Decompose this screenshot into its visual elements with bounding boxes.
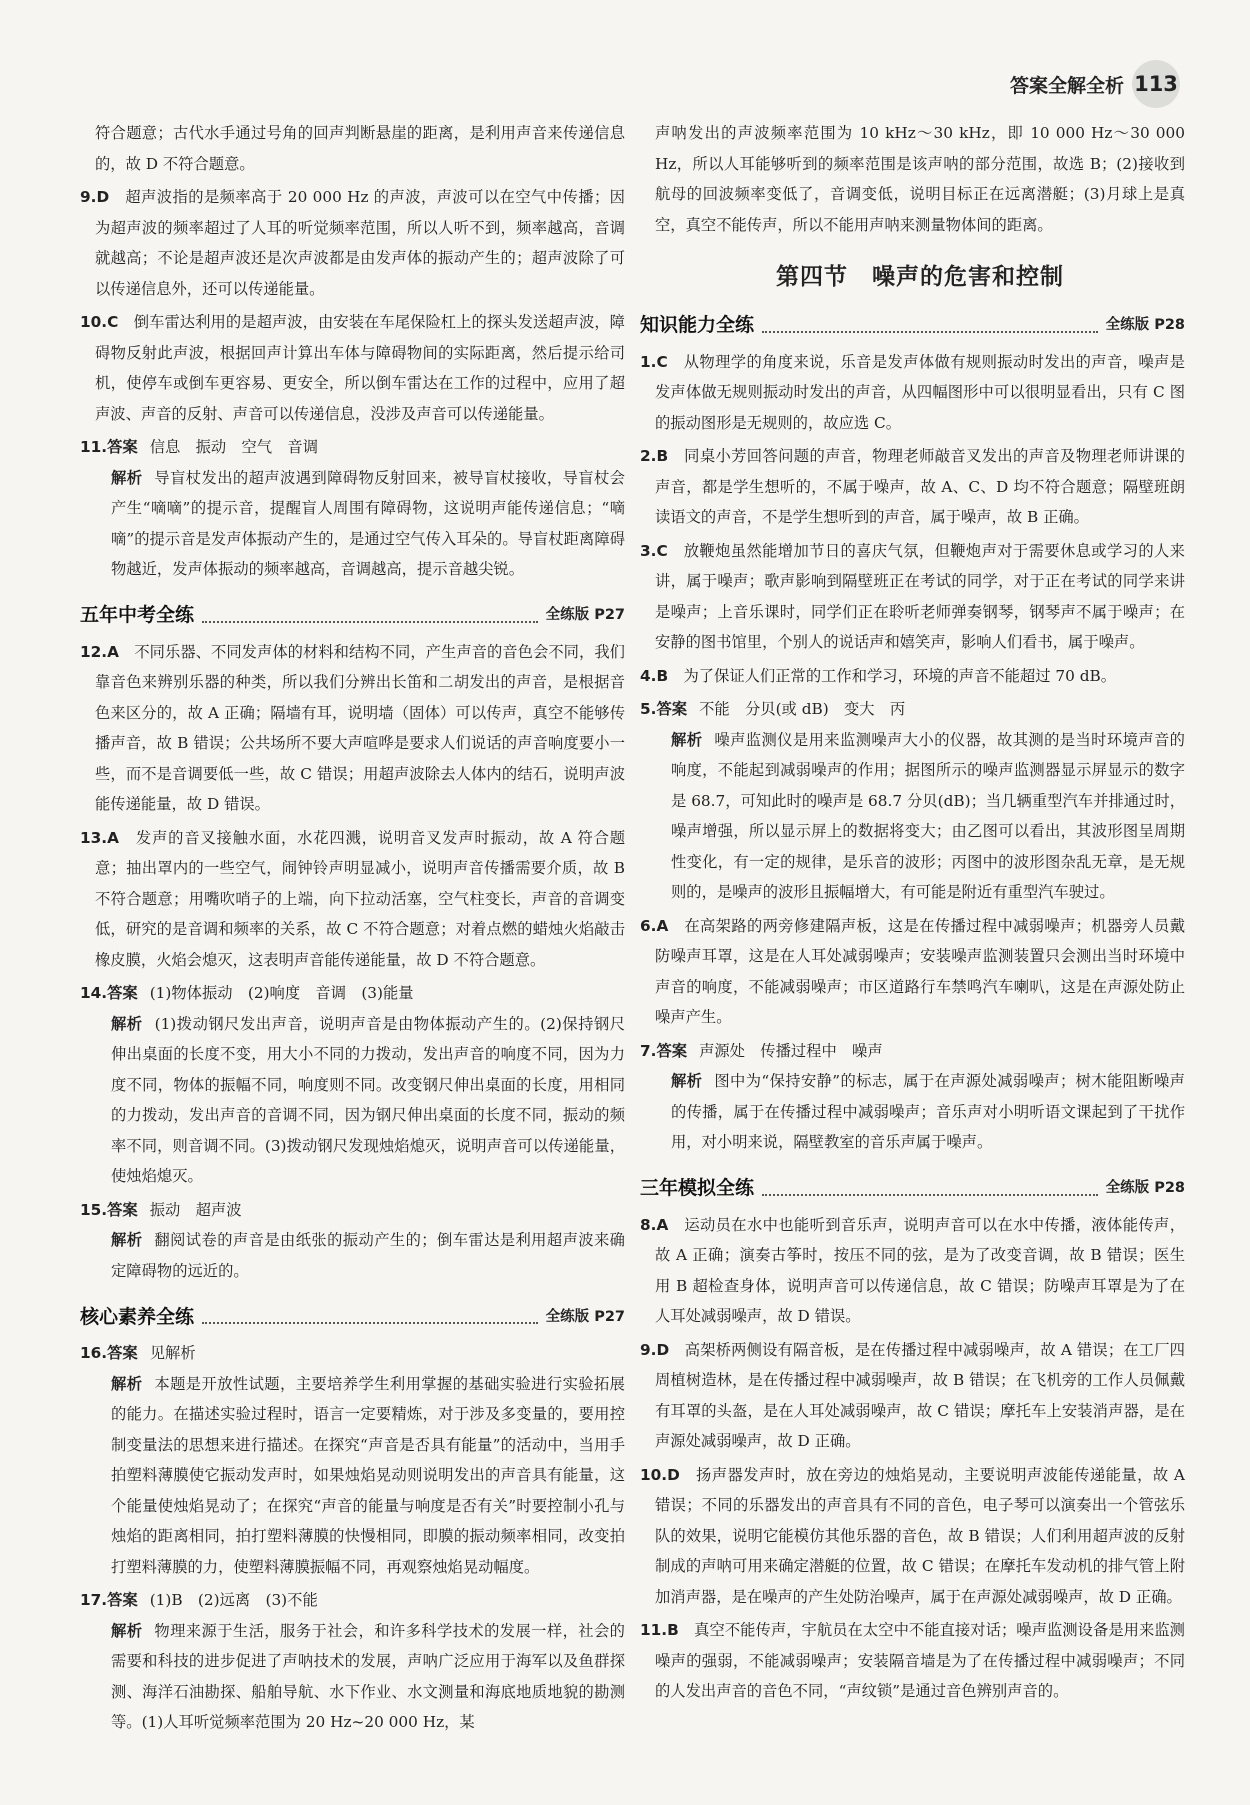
analysis-tag: 解析	[111, 1374, 143, 1393]
item-number: 12.A	[80, 642, 119, 661]
answer-tag: 答案	[656, 700, 688, 718]
answer-item-9b	[640, 1335, 1185, 1457]
answer-item-7	[640, 1036, 1185, 1158]
answer-item-6	[640, 911, 1185, 1033]
item-number: 4.B	[640, 666, 669, 685]
item-text: 倒车雷达利用的是超声波，由安装在车尾保险杠上的探头发送超声波，障碍物反射此声波，根据回声计算出车体与障碍物间的实际距离，然后提示给司机，使停车或倒车更容易、更安全，所以倒车雷达在工作的过程中，应用了超声波、声音的反射、声音可以传递信息，没涉及声音可以传递能量。	[95, 313, 625, 423]
analysis-text: 导盲杖发出的超声波遇到障碍物反射回来，被导盲杖接收，导盲杖会产生“嘀嘀”的提示音，提醒盲人周围有障碍物，这说明声能传递信息；“嘀嘀”的提示音是发声体振动产生的，是通过空气传入耳朵的。导盲杖距离障碍物越近，发声体振动的频率越高，音调越高，提示音越尖锐。	[111, 468, 625, 578]
item-text: 发声的音叉接触水面，水花四溅，说明音叉发声时振动，故 A 符合题意；抽出罩内的一些空气，闹钟铃声明显减小，说明声音传播需要介质，故 B 不符合题意；用嘴吹哨子的上端，向下拉动活塞，空气柱变长，声音的音调变低，研究的是音调和频率的关系，故 C 不符合题意；对着点燃的蜡烛火焰敲击橡皮膜，火焰会熄灭，这表明声音能传递能量，故 D 不符合题意。	[95, 828, 625, 969]
analysis-tag: 解析	[111, 1231, 143, 1249]
section-reference: 全练版 P28	[1105, 1180, 1185, 1196]
section-title: 三年模拟全练	[640, 1177, 755, 1199]
item-number: 17.	[80, 1591, 108, 1609]
section-header-exam	[80, 595, 625, 631]
item-number: 1.C	[640, 352, 668, 371]
analysis-text: 本题是开放性试题，主要培养学生利用掌握的基础实验进行实验拓展的能力。在描述实验过程时，语言一定要精炼，对于涉及多变量的，要用控制变量法的思想来进行描述。在探究“声音是否具有能量”的活动中，当用手拍塑料薄膜使它振动发声时，如果烛焰晃动则说明发出的声音具有能量，这个能量使烛焰晃动了；在探究“声音的能量与响度是否有关”时要控制小孔与烛焰的距离相同，拍打塑料薄膜的快慢相同，即膜的振动频率相同，改变拍打塑料薄膜的力，使塑料薄膜振幅不同，再观察烛焰晃动幅度。	[111, 1374, 625, 1576]
chapter-section: 第四节	[776, 264, 848, 290]
analysis-text: 图中为“保持安静”的标志，属于在声源处减弱噪声；树木能阻断噪声的传播，属于在传播过程中减弱噪声；音乐声对小明听语文课起到了干扰作用，对小明来说，隔壁教室的音乐声属于噪声。	[671, 1072, 1185, 1151]
answer-item-1	[640, 347, 1185, 439]
analysis-tag: 解析	[111, 468, 143, 487]
section-title: 五年中考全练	[80, 604, 195, 626]
item-text: 超声波指的是频率高于 20 000 Hz 的声波，声波可以在空气中传播；因为超声波的频率超过了人耳的听觉频率范围，所以人听不到，频率越高，音调就越高；不论是超声波还是次声波都是由发声体的振动产生的；超声波除了可以传递信息外，还可以传递能量。	[95, 188, 625, 298]
answer-tag: 答案	[107, 1200, 138, 1219]
answer-item-10b	[640, 1460, 1185, 1613]
section-reference: 全练版 P27	[545, 1308, 625, 1325]
section-reference: 全练版 P27	[545, 607, 625, 623]
item-text: 不同乐器、不同发声体的材料和结构不同，产生声音的音色会不同，我们靠音色来辨别乐器的种类，所以我们分辨出长笛和二胡发出的声音，是根据音色来区分的，故 A 正确；隔墙有耳，说明墙（固体）可以传声，真空不能够传播声音，故 B 错误；公共场所不要大声喧哗是要求人们说话的声音响度要小一些，而不是音调要低一些，故 C 错误；用超声波除去人体内的结石，说明声波能传递能量，故 D 错误。	[95, 642, 625, 813]
item-text: 放鞭炮虽然能增加节日的喜庆气氛，但鞭炮声对于需要休息或学习的人来讲，属于噪声；歌声影响到隔壁班正在考试的同学，对于正在考试的同学来讲是噪声；上音乐课时，同学们正在聆听老师弹奏钢琴，钢琴声不属于噪声；在安静的图书馆里，个别人的说话声和嬉笑声，影响人们看书，属于噪声。	[655, 541, 1185, 651]
item-number: 9.D	[80, 188, 110, 206]
section-header-core	[80, 1296, 625, 1332]
analysis-tag: 解析	[111, 1014, 143, 1033]
header-title: 答案全解全析	[1009, 74, 1124, 97]
item-text: 高架桥两侧设有隔音板，是在传播过程中减弱噪声，故 A 错误；在工厂四周植树造林，是在传播过程中减弱噪声，故 B 错误；在飞机旁的工作人员佩戴有耳罩的头盔，是在人耳处减弱噪声，故 C 错误；摩托车上安装消声器，是在声源处减弱噪声，故 D 正确。	[655, 1340, 1185, 1450]
answer-item-14	[80, 978, 625, 1192]
right-column	[640, 118, 1185, 1710]
analysis-text: (1)拨动钢尺发出声音，说明声音是由物体振动产生的。(2)保持钢尺伸出桌面的长度不变，用大小不同的力拨动，发出声音的响度不同，因为力度不同，物体的振幅不同，响度则不同。改变钢尺伸出桌面的长度，用相同的力拨动，发出声音的音调不同，因为钢尺伸出桌面的长度不同，振动的频率不同，则音调不同。(3)拨动钢尺发现烛焰熄灭，说明声音可以传递能量，使烛焰熄灭。	[111, 1014, 625, 1185]
answer-tag: 答案	[107, 438, 138, 456]
dotted-leader	[202, 1322, 538, 1324]
item-number: 11.	[80, 438, 108, 456]
page-number-badge: 113	[1132, 60, 1180, 108]
answer-item-2	[640, 441, 1185, 533]
analysis-tag: 解析	[671, 730, 703, 749]
item-number: 10.C	[80, 313, 119, 331]
section-reference: 全练版 P28	[1105, 317, 1185, 333]
item-text: 从物理学的角度来说，乐音是发声体做有规则振动时发出的声音，噪声是发声体做无规则振动时发出的声音，从四幅图形中可以很明显看出，只有 C 图的振动图形是无规则的，故应选 C。	[655, 352, 1185, 432]
answer-item-3	[640, 536, 1185, 658]
answer-item-16	[80, 1338, 625, 1582]
item-text: 扬声器发声时，放在旁边的烛焰晃动，主要说明声波能传递能量，故 A 错误；不同的乐器发出的声音具有不同的音色，电子琴可以演奏出一个管弦乐队的效果，说明它能模仿其他乐器的音色，故 B 错误；人们利用超声波的反射制成的声呐可用来确定潜艇的位置，故 C 错误；在摩托车发动机的排气管上附加消声器，是在噪声的产生处防治噪声，属于在声源处减弱噪声，故 D 正确。	[655, 1465, 1185, 1606]
answer-text: 信息 振动 空气 音调	[149, 438, 318, 456]
item-number: 8.A	[640, 1215, 669, 1234]
chapter-title	[655, 262, 1185, 293]
continued-paragraph: 声呐发出的声波频率范围为 10 kHz～30 kHz，即 10 000 Hz～30 000 Hz，所以人耳能够听到的频率范围是该声呐的部分范围，故选 B；(2)接收到航母的回波频率变低了，音调变低，说明目标正在远离潜艇；(3)月球上是真空，真空不能传声，所以不能用声呐来测量物体间的距离。	[655, 124, 1185, 234]
item-number: 13.A	[80, 828, 119, 847]
continued-paragraph: 符合题意；古代水手通过号角的回声判断悬崖的距离，是利用声音来传递信息的，故 D 不符合题意。	[95, 124, 625, 173]
analysis-text: 噪声监测仪是用来监测噪声大小的仪器，故其测的是当时环境声音的响度，不能起到减弱噪声的作用；据图所示的噪声监测器显示屏显示的数字是 68.7，可知此时的噪声是 68.7 分贝(dB)；当几辆重型汽车并排通过时，噪声增强，所以显示屏上的数据将变大；由乙图可以看出，其波形图呈周期性变化，有一定的规律，是乐音的波形；丙图中的波形图杂乱无章，是无规则的，是噪声的波形且振幅增大，有可能是附近有重型汽车驶过。	[671, 730, 1185, 901]
dotted-leader	[762, 331, 1098, 333]
item-number: 11.B	[640, 1621, 679, 1639]
section-title: 知识能力全练	[640, 314, 755, 336]
answer-text: 不能 分贝(或 dB) 变大 丙	[699, 700, 906, 718]
answer-tag: 答案	[107, 984, 138, 1002]
answer-tag: 答案	[107, 1344, 138, 1362]
answer-item-15	[80, 1195, 625, 1287]
answer-text: 声源处 传播过程中 噪声	[699, 1041, 883, 1060]
answer-item-11	[80, 432, 625, 585]
left-column	[80, 118, 625, 1741]
answer-item-9	[80, 182, 625, 304]
page-header	[1010, 60, 1180, 108]
item-number: 9.D	[640, 1340, 670, 1359]
item-text: 同桌小芳回答问题的声音，物理老师敲音叉发出的声音及物理老师讲课的声音，都是学生想听的，不属于噪声，故 A、C、D 均不符合题意；隔壁班朗读语文的声音，不是学生想听到的声音，属于噪声，故 B 正确。	[655, 447, 1185, 526]
answer-text: (1)物体振动 (2)响度 音调 (3)能量	[149, 984, 414, 1002]
answer-text: (1)B (2)远离 (3)不能	[149, 1591, 318, 1609]
item-number: 10.D	[640, 1465, 680, 1484]
item-number: 7.	[640, 1041, 657, 1060]
section-header-mock	[640, 1168, 1185, 1204]
chapter-name: 噪声的危害和控制	[872, 264, 1064, 290]
item-text: 为了保证人们正常的工作和学习，环境的声音不能超过 70 dB。	[683, 666, 1117, 685]
section-title: 核心素养全练	[80, 1305, 195, 1328]
analysis-tag: 解析	[671, 1072, 703, 1090]
section-header-knowledge	[640, 305, 1185, 341]
answer-text: 见解析	[149, 1344, 196, 1362]
answer-item-10	[80, 307, 625, 429]
item-number: 5.	[640, 700, 657, 718]
analysis-tag: 解析	[111, 1621, 143, 1640]
answer-item-17	[80, 1585, 625, 1738]
item-number: 2.B	[640, 447, 669, 465]
dotted-leader	[202, 621, 538, 623]
item-text: 真空不能传声，宇航员在太空中不能直接对话；噪声监测设备是用来监测噪声的强弱，不能减弱噪声；安装隔音墙是为了在传播过程中减弱噪声；不同的人发出声音的音色不同，“声纹锁”是通过音色辨别声音的。	[655, 1621, 1185, 1700]
item-number: 16.	[80, 1344, 108, 1362]
answer-item-4	[640, 661, 1185, 692]
analysis-text: 翻阅试卷的声音是由纸张的振动产生的；倒车雷达是利用超声波来确定障碍物的远近的。	[111, 1231, 625, 1280]
answer-item-8	[640, 1210, 1185, 1332]
answer-tag: 答案	[656, 1041, 688, 1060]
item-number: 6.A	[640, 916, 669, 935]
item-text: 在高架路的两旁修建隔声板，这是在传播过程中减弱噪声；机器旁人员戴防噪声耳罩，这是在人耳处减弱噪声；安装噪声监测装置只会测出当时环境中声音的响度，不能减弱噪声；市区道路行车禁鸣汽车喇叭，这是在声源处防止噪声产生。	[655, 916, 1185, 1026]
item-number: 3.C	[640, 541, 668, 560]
answer-item-5	[640, 694, 1185, 908]
answer-item-11b	[640, 1615, 1185, 1707]
item-number: 15.	[80, 1200, 108, 1219]
answer-item-12	[80, 637, 625, 820]
analysis-text: 物理来源于生活，服务于社会，和许多科学技术的发展一样，社会的需要和科技的进步促进了声呐技术的发展，声呐广泛应用于海军以及鱼群探测、海洋石油勘探、船舶导航、水下作业、水文测量和海底地质地貌的勘测等。(1)人耳听觉频率范围为 20 Hz~20 000 Hz，某	[111, 1621, 625, 1731]
answer-tag: 答案	[107, 1591, 138, 1609]
item-text: 运动员在水中也能听到音乐声，说明声音可以在水中传播，液体能传声，故 A 正确；演奏古筝时，按压不同的弦，是为了改变音调，故 B 错误；医生用 B 超检查身体，说明声音可以传递信息，故 C 错误；防噪声耳罩是为了在人耳处减弱噪声，故 D 错误。	[655, 1215, 1185, 1325]
dotted-leader	[762, 1194, 1098, 1196]
item-number: 14.	[80, 984, 108, 1002]
answer-item-13	[80, 823, 625, 976]
answer-text: 振动 超声波	[149, 1200, 242, 1219]
